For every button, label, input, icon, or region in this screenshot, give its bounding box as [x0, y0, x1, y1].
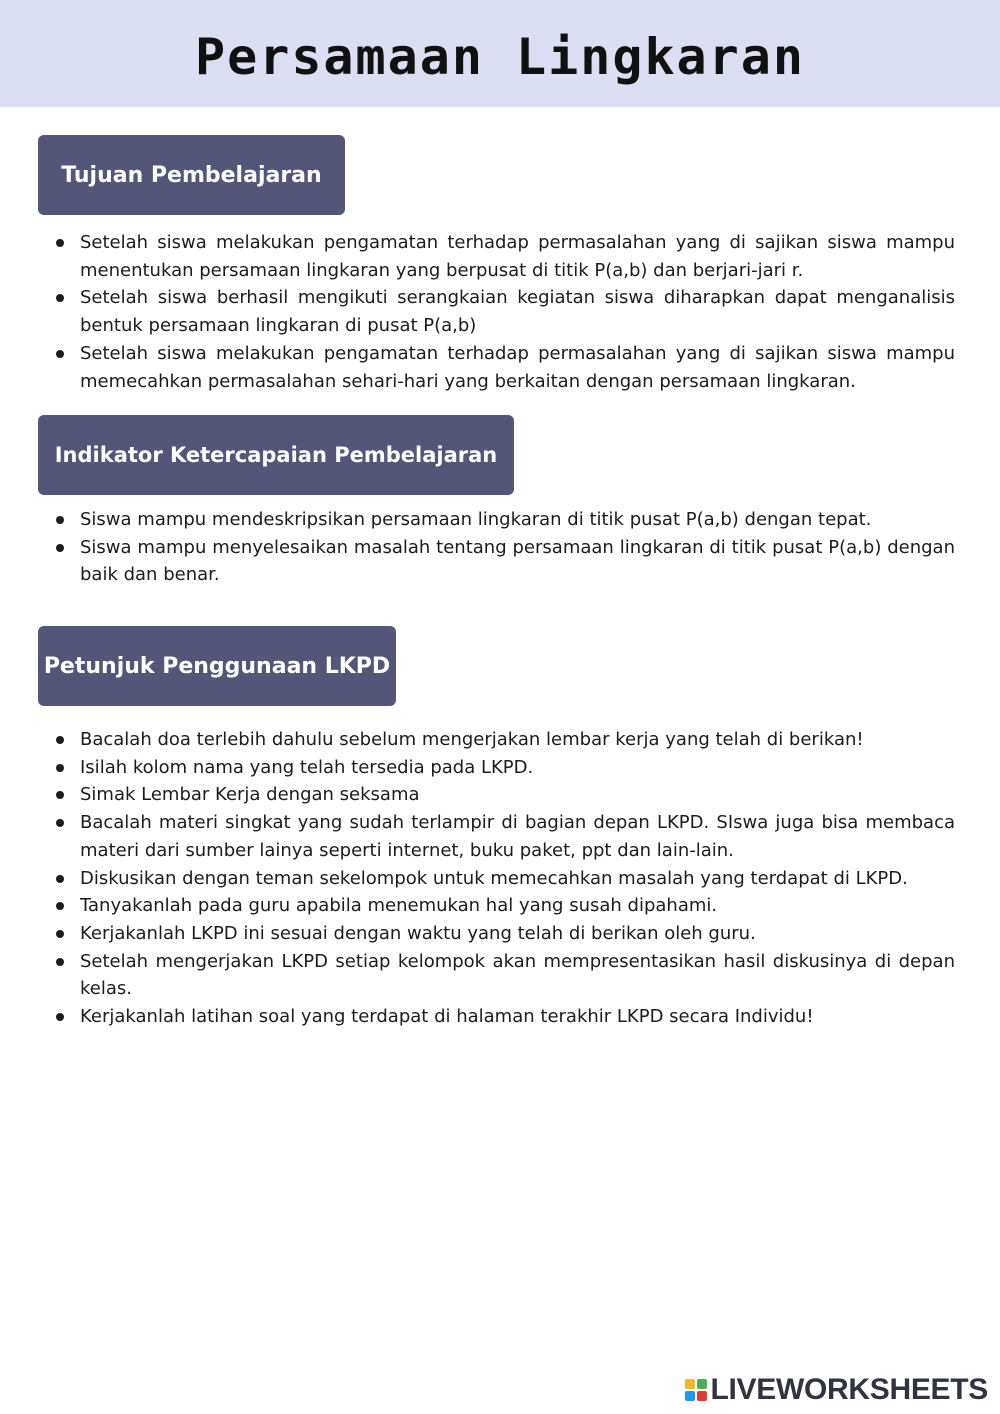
bullet-icon: [56, 875, 64, 883]
bullet-icon: [56, 350, 64, 358]
list-petunjuk: [40, 726, 955, 1031]
logo-square: [685, 1391, 695, 1401]
bullet-icon: [56, 516, 64, 524]
bullet-icon: [56, 239, 64, 247]
list-item: Bacalah materi singkat yang sudah terlampir di bagian depan LKPD. SIswa juga bisa membaca materi dari sumber lainya seperti internet, buku paket, ppt dan lain-lain.: [40, 809, 955, 864]
logo-square: [697, 1379, 707, 1389]
bullet-icon: [56, 930, 64, 938]
page-title: Persamaan Lingkaran: [195, 28, 805, 86]
bullet-icon: [56, 1013, 64, 1021]
title-banner: [0, 0, 1000, 107]
list-indikator: [40, 506, 955, 589]
list-tujuan: [40, 229, 955, 395]
bullet-icon: [56, 958, 64, 966]
section-heading-tujuan: Tujuan Pembelajaran: [38, 135, 345, 215]
list-item: Bacalah doa terlebih dahulu sebelum mengerjakan lembar kerja yang telah di berikan!: [40, 726, 955, 754]
logo-square: [685, 1379, 695, 1389]
list-item: Siswa mampu menyelesaikan masalah tentang persamaan lingkaran di titik pusat P(a,b) dengan baik dan benar.: [40, 534, 955, 589]
list-item: Setelah mengerjakan LKPD setiap kelompok akan mempresentasikan hasil diskusinya di depan kelas.: [40, 948, 955, 1003]
section-heading-indikator: Indikator Ketercapaian Pembelajaran: [38, 415, 514, 495]
bullet-icon: [56, 764, 64, 772]
list-item: Siswa mampu mendeskripsikan persamaan lingkaran di titik pusat P(a,b) dengan tepat.: [40, 506, 955, 534]
brand-name: LIVEWORKSHEETS: [710, 1373, 988, 1406]
list-item: Isilah kolom nama yang telah tersedia pada LKPD.: [40, 754, 955, 782]
list-item: Setelah siswa berhasil mengikuti serangkaian kegiatan siswa diharapkan dapat menganalisis bentuk persamaan lingkaran di pusat P(a,b): [40, 284, 955, 339]
list-item: Simak Lembar Kerja dengan seksama: [40, 781, 955, 809]
list-item: Tanyakanlah pada guru apabila menemukan hal yang susah dipahami.: [40, 892, 955, 920]
list-item: Setelah siswa melakukan pengamatan terhadap permasalahan yang di sajikan siswa mampu memecahkan permasalahan sehari-hari yang berkaitan dengan persamaan lingkaran.: [40, 340, 955, 395]
liveworksheets-brand-link[interactable]: [685, 1373, 989, 1407]
bullet-icon: [56, 791, 64, 799]
bullet-icon: [56, 736, 64, 744]
section-heading-petunjuk: Petunjuk Penggunaan LKPD: [38, 626, 396, 706]
liveworksheets-logo-icon: [685, 1379, 707, 1401]
bullet-icon: [56, 544, 64, 552]
list-item: Setelah siswa melakukan pengamatan terhadap permasalahan yang di sajikan siswa mampu menentukan persamaan lingkaran yang berpusat di titik P(a,b) dan berjari-jari r.: [40, 229, 955, 284]
list-item: Kerjakanlah LKPD ini sesuai dengan waktu yang telah di berikan oleh guru.: [40, 920, 955, 948]
bullet-icon: [56, 819, 64, 827]
list-item: Diskusikan dengan teman sekelompok untuk memecahkan masalah yang terdapat di LKPD.: [40, 865, 955, 893]
bullet-icon: [56, 294, 64, 302]
bullet-icon: [56, 902, 64, 910]
logo-square: [697, 1391, 707, 1401]
list-item: Kerjakanlah latihan soal yang terdapat di halaman terakhir LKPD secara Individu!: [40, 1003, 955, 1031]
